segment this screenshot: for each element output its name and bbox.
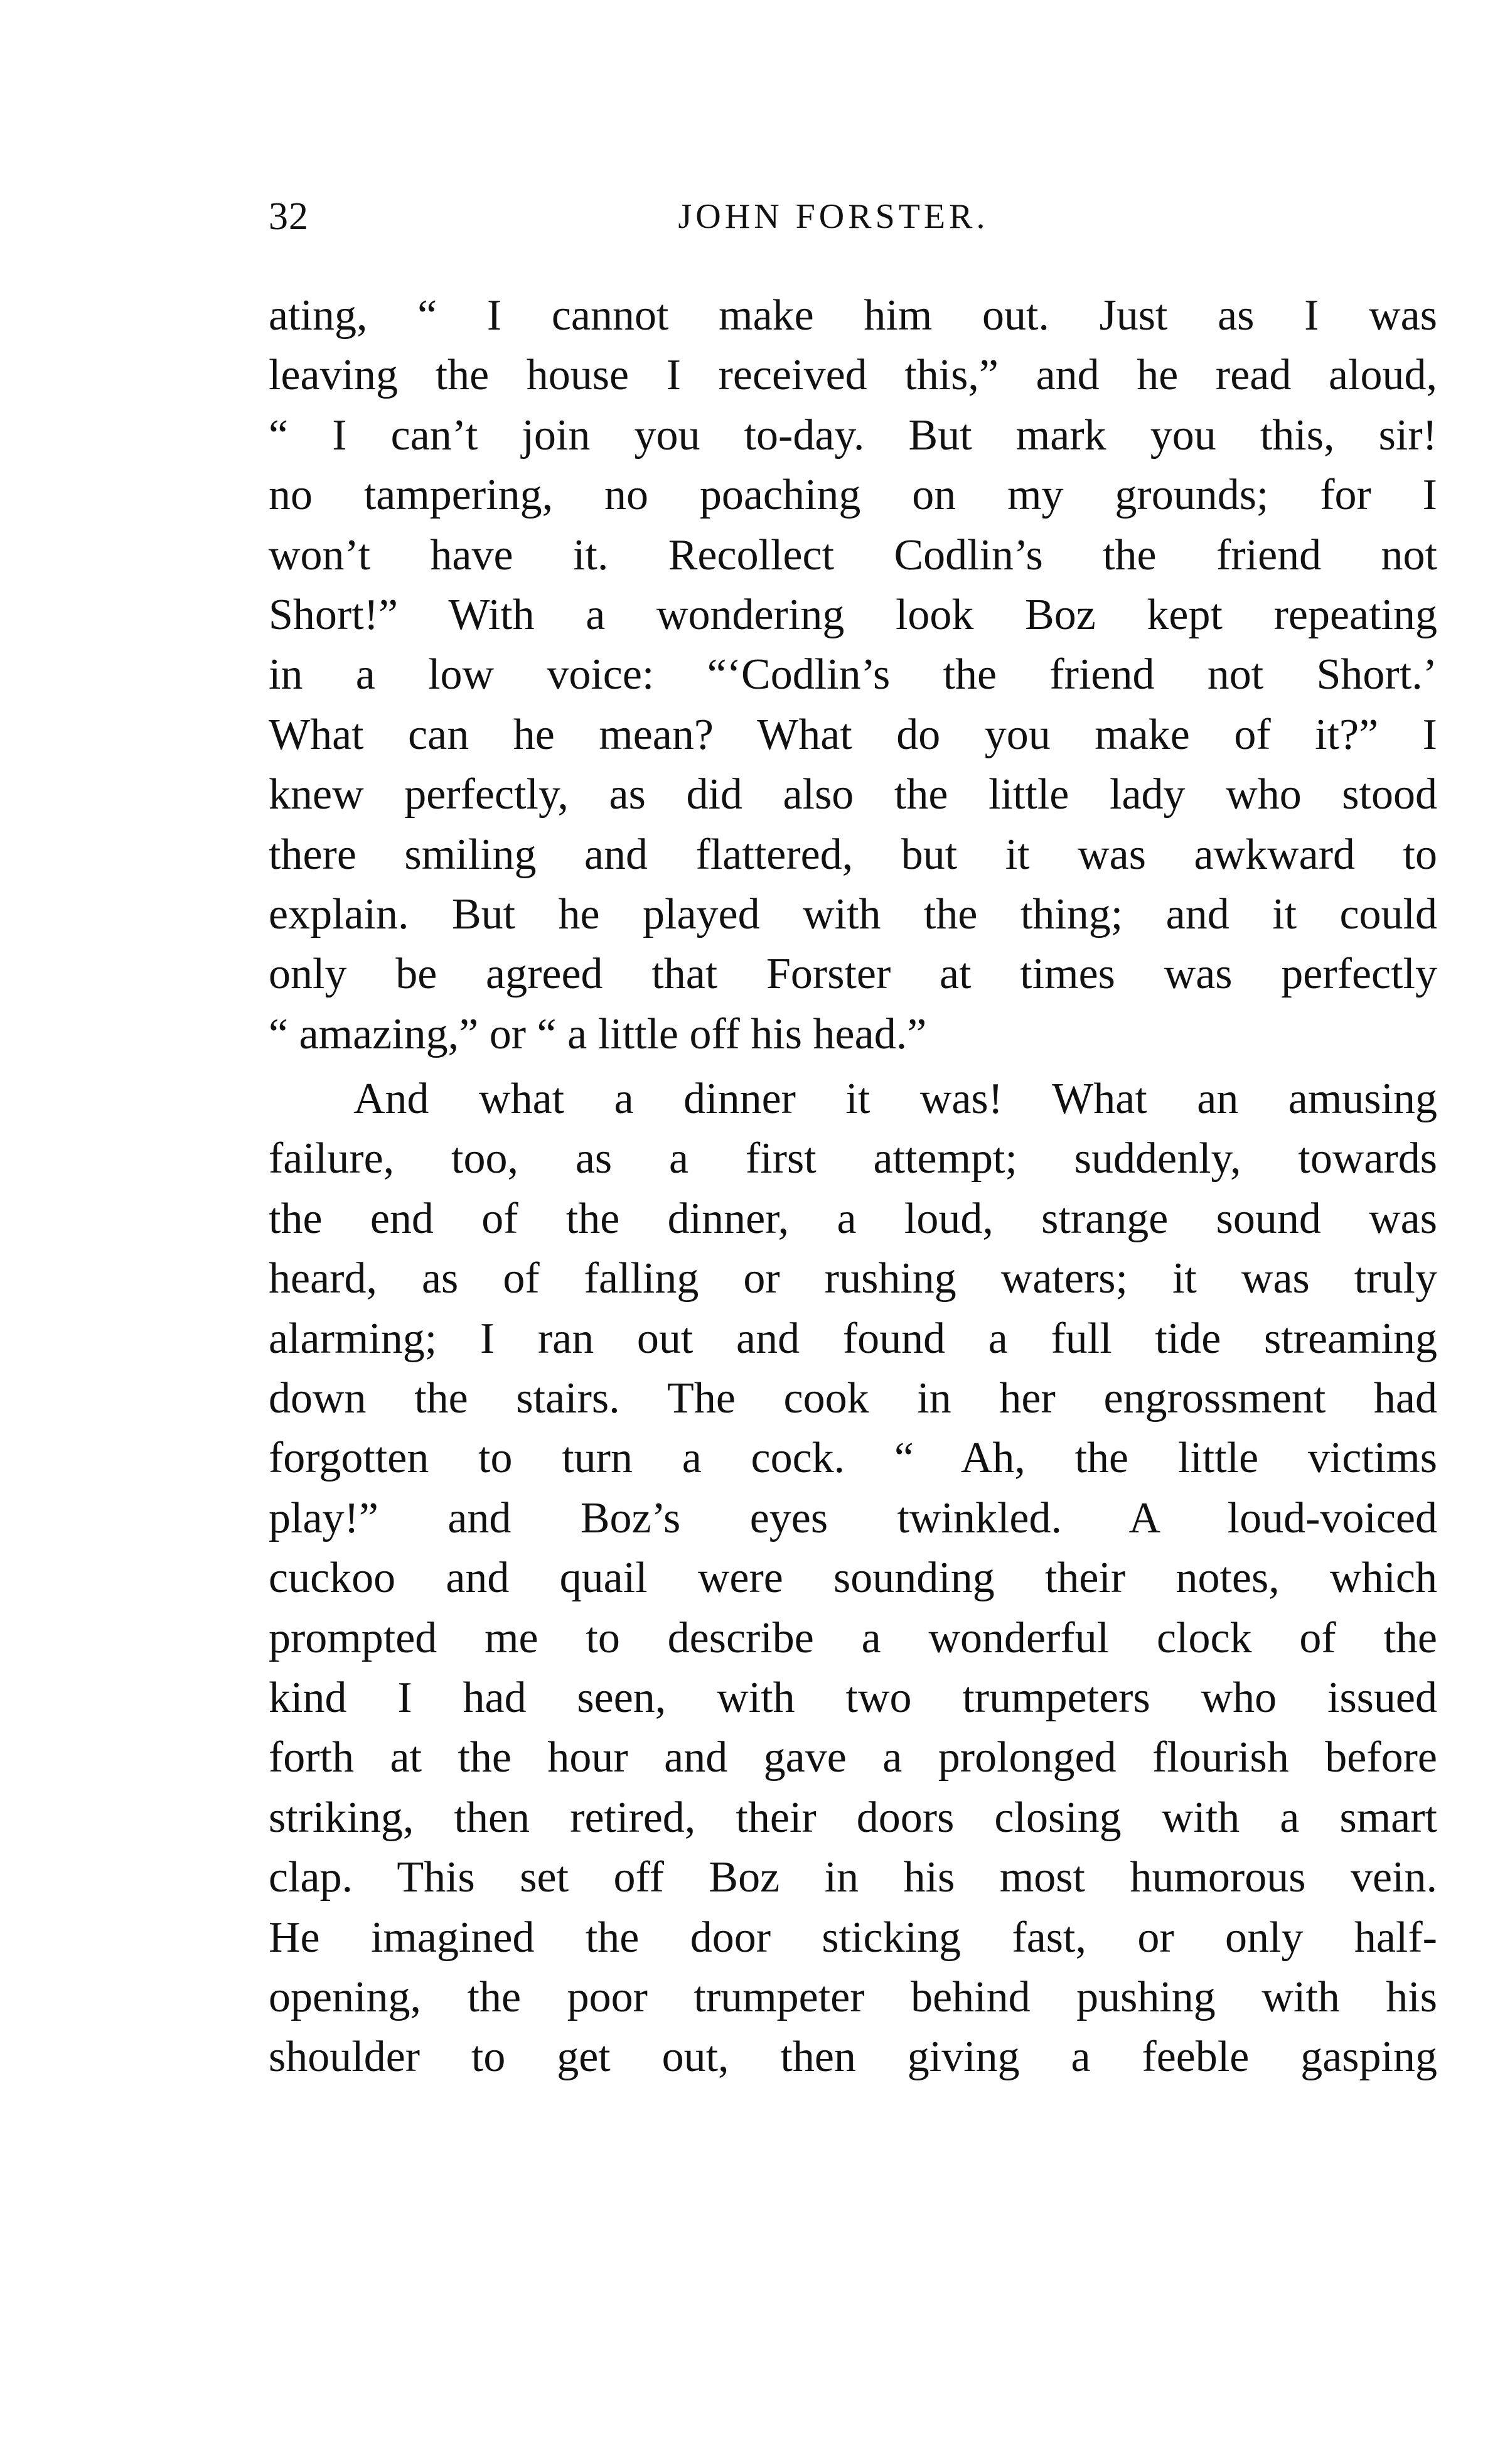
text-line: Short!” With a wondering look Boz kept repeating bbox=[269, 590, 1437, 639]
text-line: alarming; I ran out and found a full tide streaming bbox=[269, 1314, 1437, 1363]
text-line: there smiling and flattered, but it was awkward to bbox=[269, 830, 1437, 879]
text-line: forth at the hour and gave a prolonged flourish before bbox=[269, 1733, 1437, 1782]
text-line: “ I can’t join you to-day. But mark you this, sir! bbox=[269, 411, 1437, 460]
text-line: heard, as of falling or rushing waters; it was truly bbox=[269, 1254, 1437, 1303]
text-line: failure, too, as a first attempt; suddenly, towards bbox=[269, 1134, 1437, 1183]
text-line: He imagined the door sticking fast, or only half- bbox=[269, 1913, 1437, 1962]
text-line: in a low voice: “‘Codlin’s the friend not Short.’ bbox=[269, 650, 1437, 699]
body-text bbox=[269, 286, 1437, 2087]
text-line: kind I had seen, with two trumpeters who issued bbox=[269, 1673, 1437, 1722]
page-number: 32 bbox=[269, 195, 309, 238]
text-line: leaving the house I received this,” and he read aloud, bbox=[269, 351, 1437, 400]
text-line: “ amazing,” or “ a little off his head.” bbox=[269, 1009, 927, 1058]
text-line: only be agreed that Forster at times was perfectly bbox=[269, 950, 1437, 999]
text-line: knew perfectly, as did also the little lady who stood bbox=[269, 770, 1437, 819]
text-line: play!” and Boz’s eyes twinkled. A loud-voiced bbox=[269, 1493, 1437, 1542]
text-line: the end of the dinner, a loud, strange sound was bbox=[269, 1194, 1437, 1243]
text-line: shoulder to get out, then giving a feeble gasping bbox=[269, 2033, 1437, 2082]
text-line: down the stairs. The cook in her engrossment had bbox=[269, 1374, 1437, 1423]
text-line: forgotten to turn a cock. “ Ah, the little victims bbox=[269, 1434, 1437, 1483]
text-line: cuckoo and quail were sounding their notes, which bbox=[269, 1554, 1437, 1603]
text-line: won’t have it. Recollect Codlin’s the friend not bbox=[269, 530, 1437, 579]
text-line: opening, the poor trumpeter behind pushing with his bbox=[269, 1972, 1437, 2021]
text-line: And what a dinner it was! What an amusing bbox=[353, 1075, 1437, 1124]
text-line: striking, then retired, their doors closing with a smart bbox=[269, 1793, 1437, 1842]
page-header bbox=[269, 188, 1436, 245]
text-line: What can he mean? What do you make of it?” I bbox=[269, 710, 1437, 759]
running-head: JOHN FORSTER. bbox=[678, 197, 989, 236]
text-line: ating, “ I cannot make him out. Just as I was bbox=[269, 291, 1437, 340]
text-line: no tampering, no poaching on my grounds; for I bbox=[269, 471, 1437, 520]
text-line: explain. But he played with the thing; and it could bbox=[269, 890, 1437, 939]
text-line: prompted me to describe a wonderful clock of the bbox=[269, 1613, 1437, 1662]
text-line: clap. This set off Boz in his most humorous vein. bbox=[269, 1853, 1437, 1902]
